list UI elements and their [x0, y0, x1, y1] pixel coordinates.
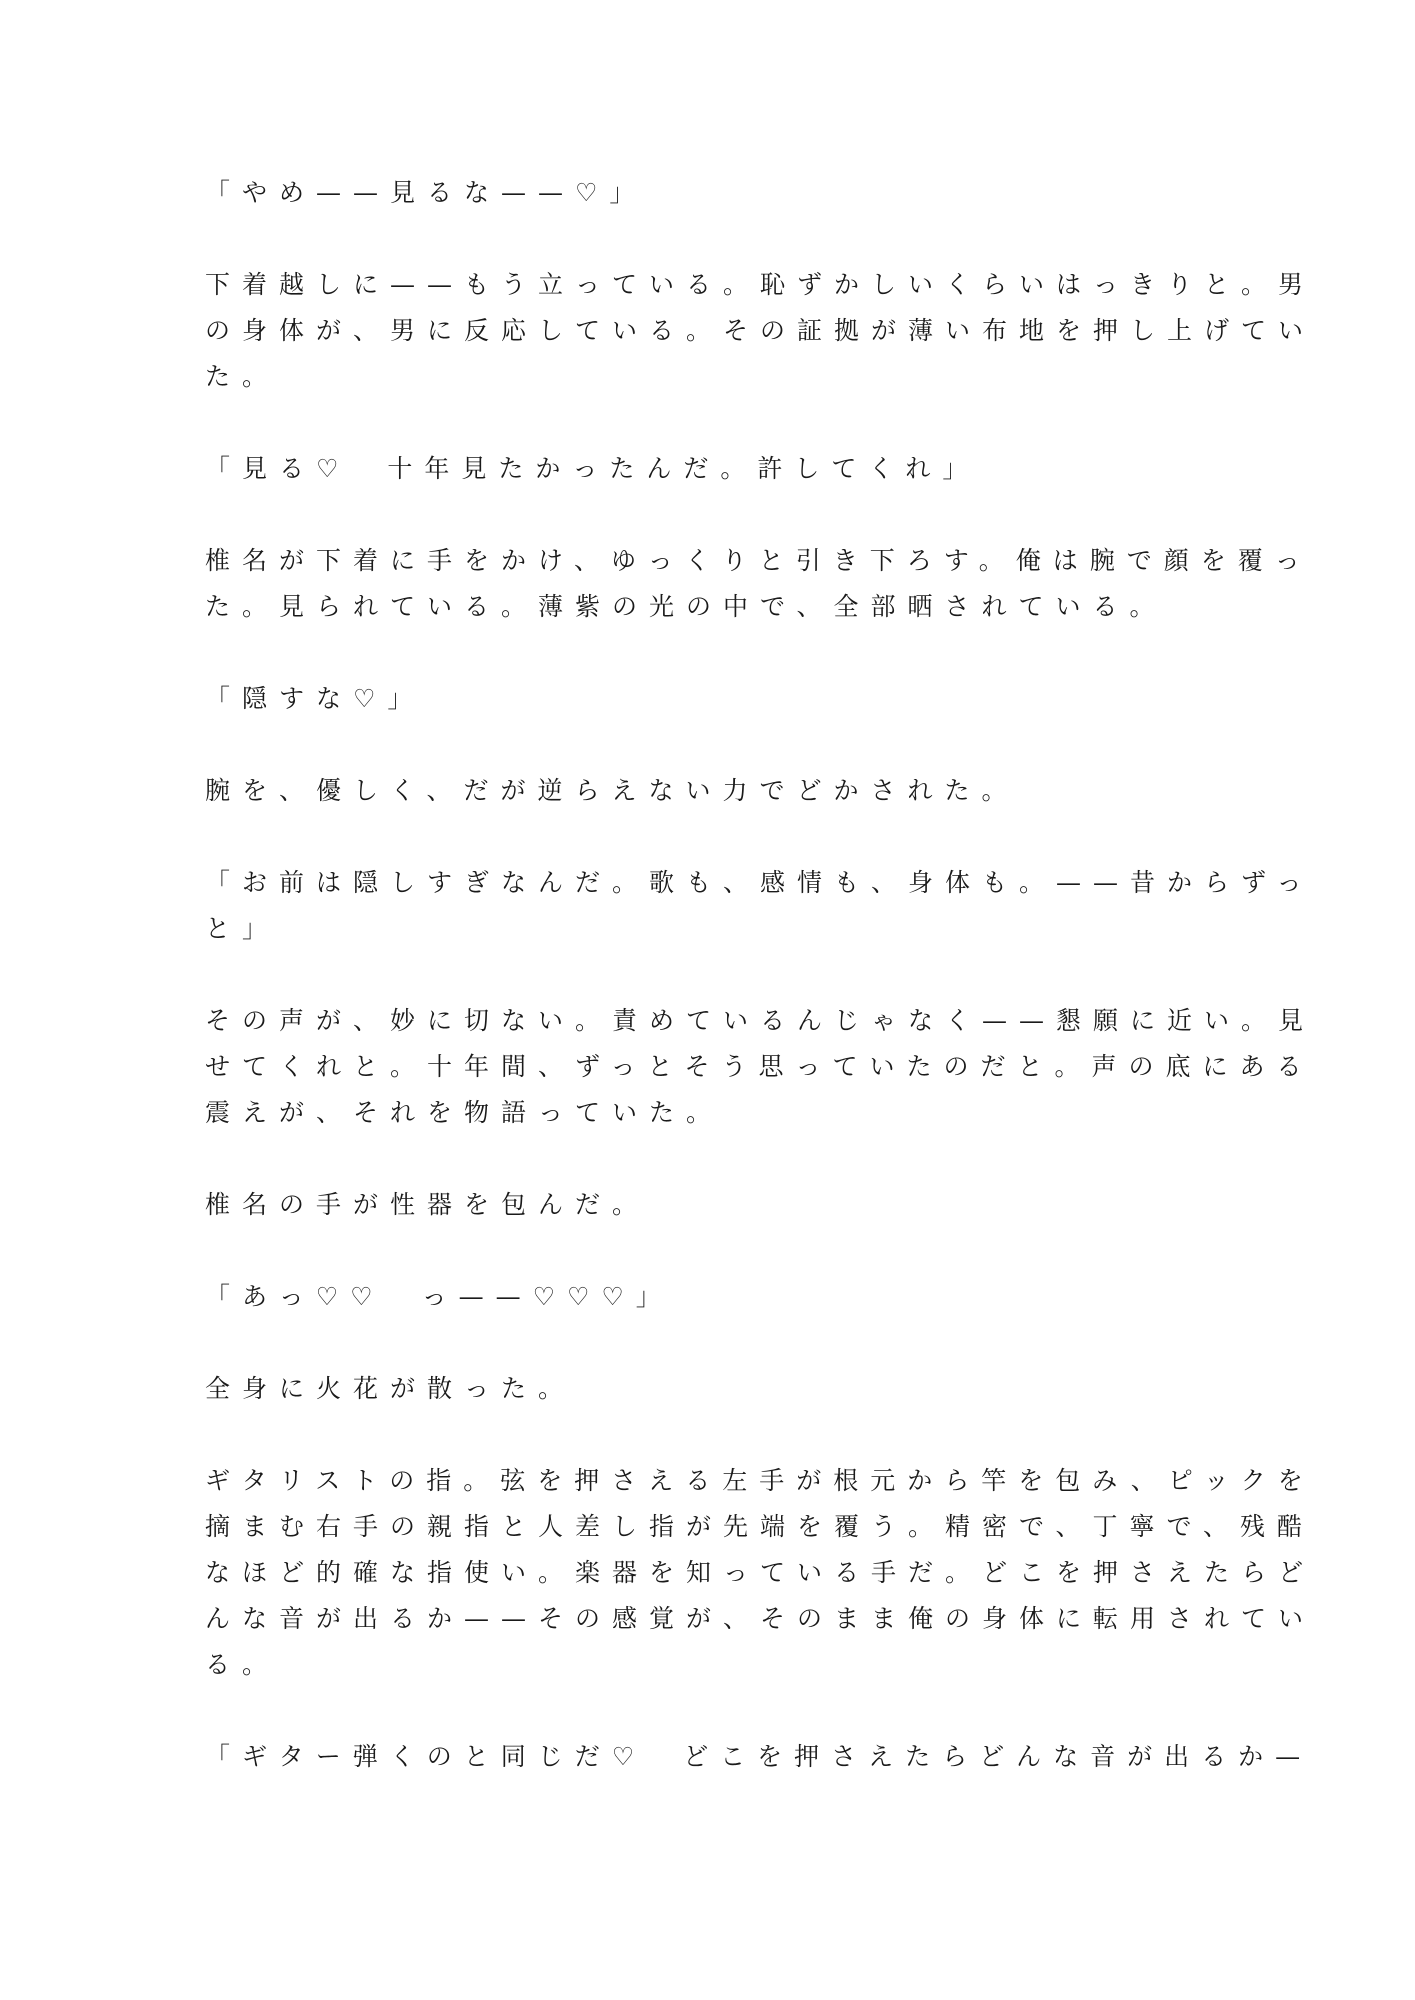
text-line: の身体が、男に反応している。その証拠が薄い布地を押し上げてい	[205, 316, 1316, 345]
paragraph	[205, 998, 1316, 1136]
text-line: る。	[205, 1650, 280, 1679]
paragraph	[205, 1734, 1313, 1780]
text-line: 「ギター弾くのと同じだ♡ どこを押さえたらどんな音が出るか—	[205, 1742, 1313, 1771]
text-line: 椎名の手が性器を包んだ。	[205, 1190, 650, 1219]
paragraph	[205, 676, 1205, 722]
text-line: 「あっ♡♡ っ——♡♡♡」	[205, 1282, 673, 1311]
text-line: せてくれと。十年間、ずっとそう思っていたのだと。声の底にある	[205, 1052, 1314, 1081]
text-line: 椎名が下着に手をかけ、ゆっくりと引き下ろす。俺は腕で顔を覆っ	[205, 546, 1312, 575]
text-line: んな音が出るか——その感覚が、そのまま俺の身体に転用されてい	[205, 1604, 1316, 1633]
text-line: その声が、妙に切ない。責めているんじゃなく——懇願に近い。見	[205, 1006, 1316, 1035]
paragraph	[205, 860, 1314, 952]
text-line: 「お前は隠しすぎなんだ。歌も、感情も、身体も。——昔からずっ	[205, 868, 1314, 897]
text-line: 全身に火花が散った。	[205, 1374, 576, 1403]
text-line: 「隠すな♡」	[205, 684, 425, 713]
text-line: 腕を、優しく、だが逆らえない力でどかされた。	[205, 776, 1019, 805]
paragraph	[205, 1182, 1205, 1228]
text-line: なほど的確な指使い。楽器を知っている手だ。どこを押さえたらど	[205, 1558, 1316, 1587]
text-line: ギタリストの指。弦を押さえる左手が根元から竿を包み、ピックを	[205, 1466, 1315, 1495]
text-line: 摘まむ右手の親指と人差し指が先端を覆う。精密で、丁寧で、残酷	[205, 1512, 1315, 1541]
paragraph	[205, 1458, 1316, 1688]
document-page	[205, 170, 1316, 1826]
text-line: た。	[205, 362, 280, 391]
paragraph	[205, 768, 1205, 814]
paragraph	[205, 262, 1316, 400]
text-line: と」	[205, 914, 280, 943]
text-line: 震えが、それを物語っていた。	[205, 1098, 724, 1127]
text-line: 「見る♡ 十年見たかったんだ。許してくれ」	[205, 454, 980, 483]
text-line: 下着越しに——もう立っている。恥ずかしいくらいはっきりと。男	[205, 270, 1316, 299]
paragraph	[205, 446, 1205, 492]
text-line: 「やめ——見るな——♡」	[205, 178, 647, 207]
paragraph	[205, 1274, 1205, 1320]
paragraph	[205, 1366, 1205, 1412]
paragraph	[205, 170, 1205, 216]
paragraph	[205, 538, 1312, 630]
text-line: た。見られている。薄紫の光の中で、全部晒されている。	[205, 592, 1167, 621]
